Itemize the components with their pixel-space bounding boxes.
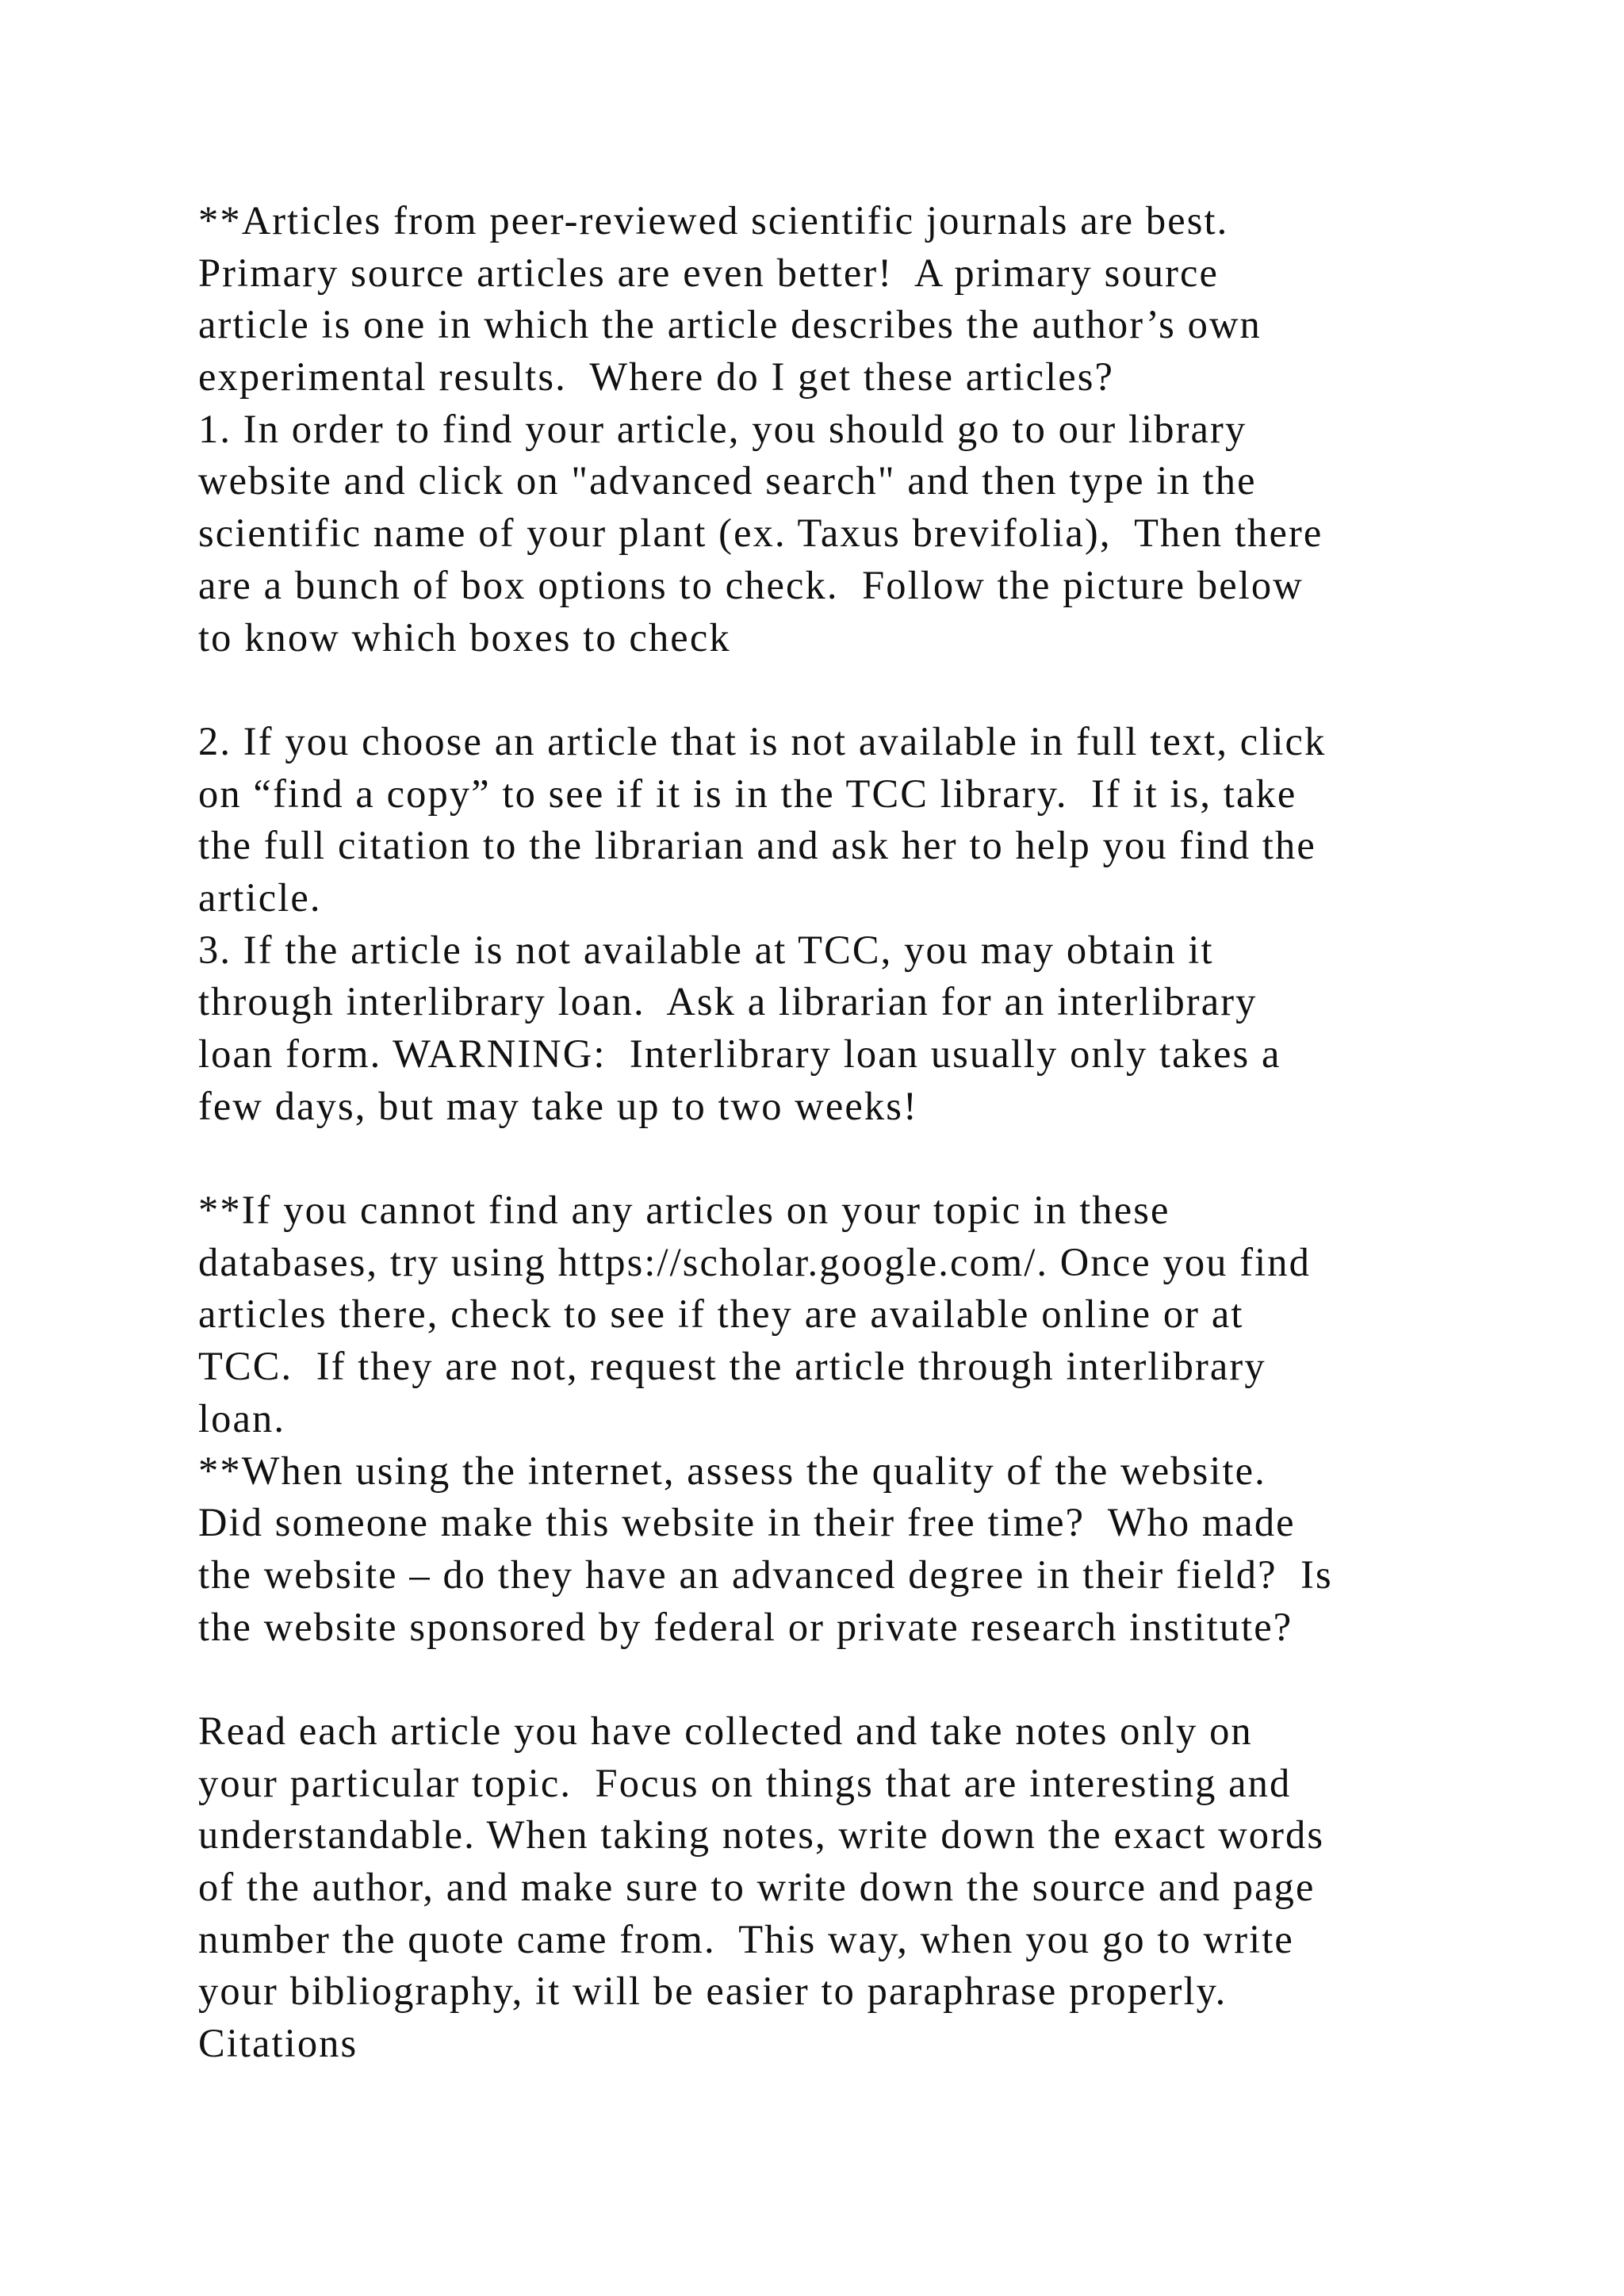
blank-line (198, 1132, 1546, 1184)
section-heading: Citations (198, 2021, 358, 2066)
text-line: your bibliography, it will be easier to paraphrase properly. (198, 1969, 1228, 2014)
text-line: loan. (198, 1395, 286, 1441)
text-line: 3. If the article is not available at TCC, you may obtain it (198, 927, 1214, 972)
text-line: website and click on "advanced search" and then type in the (198, 458, 1257, 503)
text-line: of the author, and make sure to write down the source and page (198, 1865, 1316, 1909)
text-line: **When using the internet, assess the quality of the website. (198, 1448, 1266, 1493)
text-line: 1. In order to find your article, you should go to our library (198, 406, 1247, 451)
text-line: the full citation to the librarian and ask her to help you find the (198, 823, 1316, 868)
text-line: your particular topic. Focus on things that are interesting and (198, 1760, 1292, 1805)
blank-line (198, 1653, 1546, 1705)
text-line: the website sponsored by federal or private research institute? (198, 1604, 1293, 1649)
text-line: articles there, check to see if they are available online or at (198, 1292, 1244, 1337)
blank-line (198, 664, 1546, 716)
text-line: the website – do they have an advanced degree in their field? Is (198, 1552, 1333, 1597)
text-line: databases, try using https://scholar.google.com/. Once you find (198, 1239, 1311, 1284)
text-line: few days, but may take up to two weeks! (198, 1083, 918, 1128)
text-line: TCC. If they are not, request the article through interlibrary (198, 1344, 1266, 1389)
text-line: loan form. WARNING: Interlibrary loan usually only takes a (198, 1031, 1281, 1076)
text-line: Read each article you have collected and take notes only on (198, 1708, 1253, 1753)
text-line: **If you cannot find any articles on your topic in these (198, 1188, 1170, 1233)
text-line: experimental results. Where do I get these articles? (198, 354, 1115, 400)
text-line: number the quote came from. This way, when you go to write (198, 1916, 1294, 1961)
text-line: are a bunch of box options to check. Follow the picture below (198, 562, 1304, 607)
text-line: Did someone make this website in their free time? Who made (198, 1500, 1296, 1545)
text-line: understandable. When taking notes, write down the exact words (198, 1812, 1325, 1858)
text-line: article. (198, 874, 322, 920)
text-line: article is one in which the article describes the author’s own (198, 302, 1262, 347)
text-line: to know which boxes to check (198, 614, 731, 660)
text-line: 2. If you choose an article that is not available in full text, click (198, 718, 1327, 763)
text-line: through interlibrary loan. Ask a librarian for an interlibrary (198, 979, 1258, 1024)
text-line: scientific name of your plant (ex. Taxus brevifolia), Then there (198, 511, 1323, 556)
text-line: on “find a copy” to see if it is in the TCC library. If it is, take (198, 771, 1297, 816)
document-body (198, 195, 1546, 2070)
text-line: **Articles from peer-reviewed scientific journals are best. (198, 198, 1229, 243)
text-line: Primary source articles are even better! A primary source (198, 250, 1220, 295)
